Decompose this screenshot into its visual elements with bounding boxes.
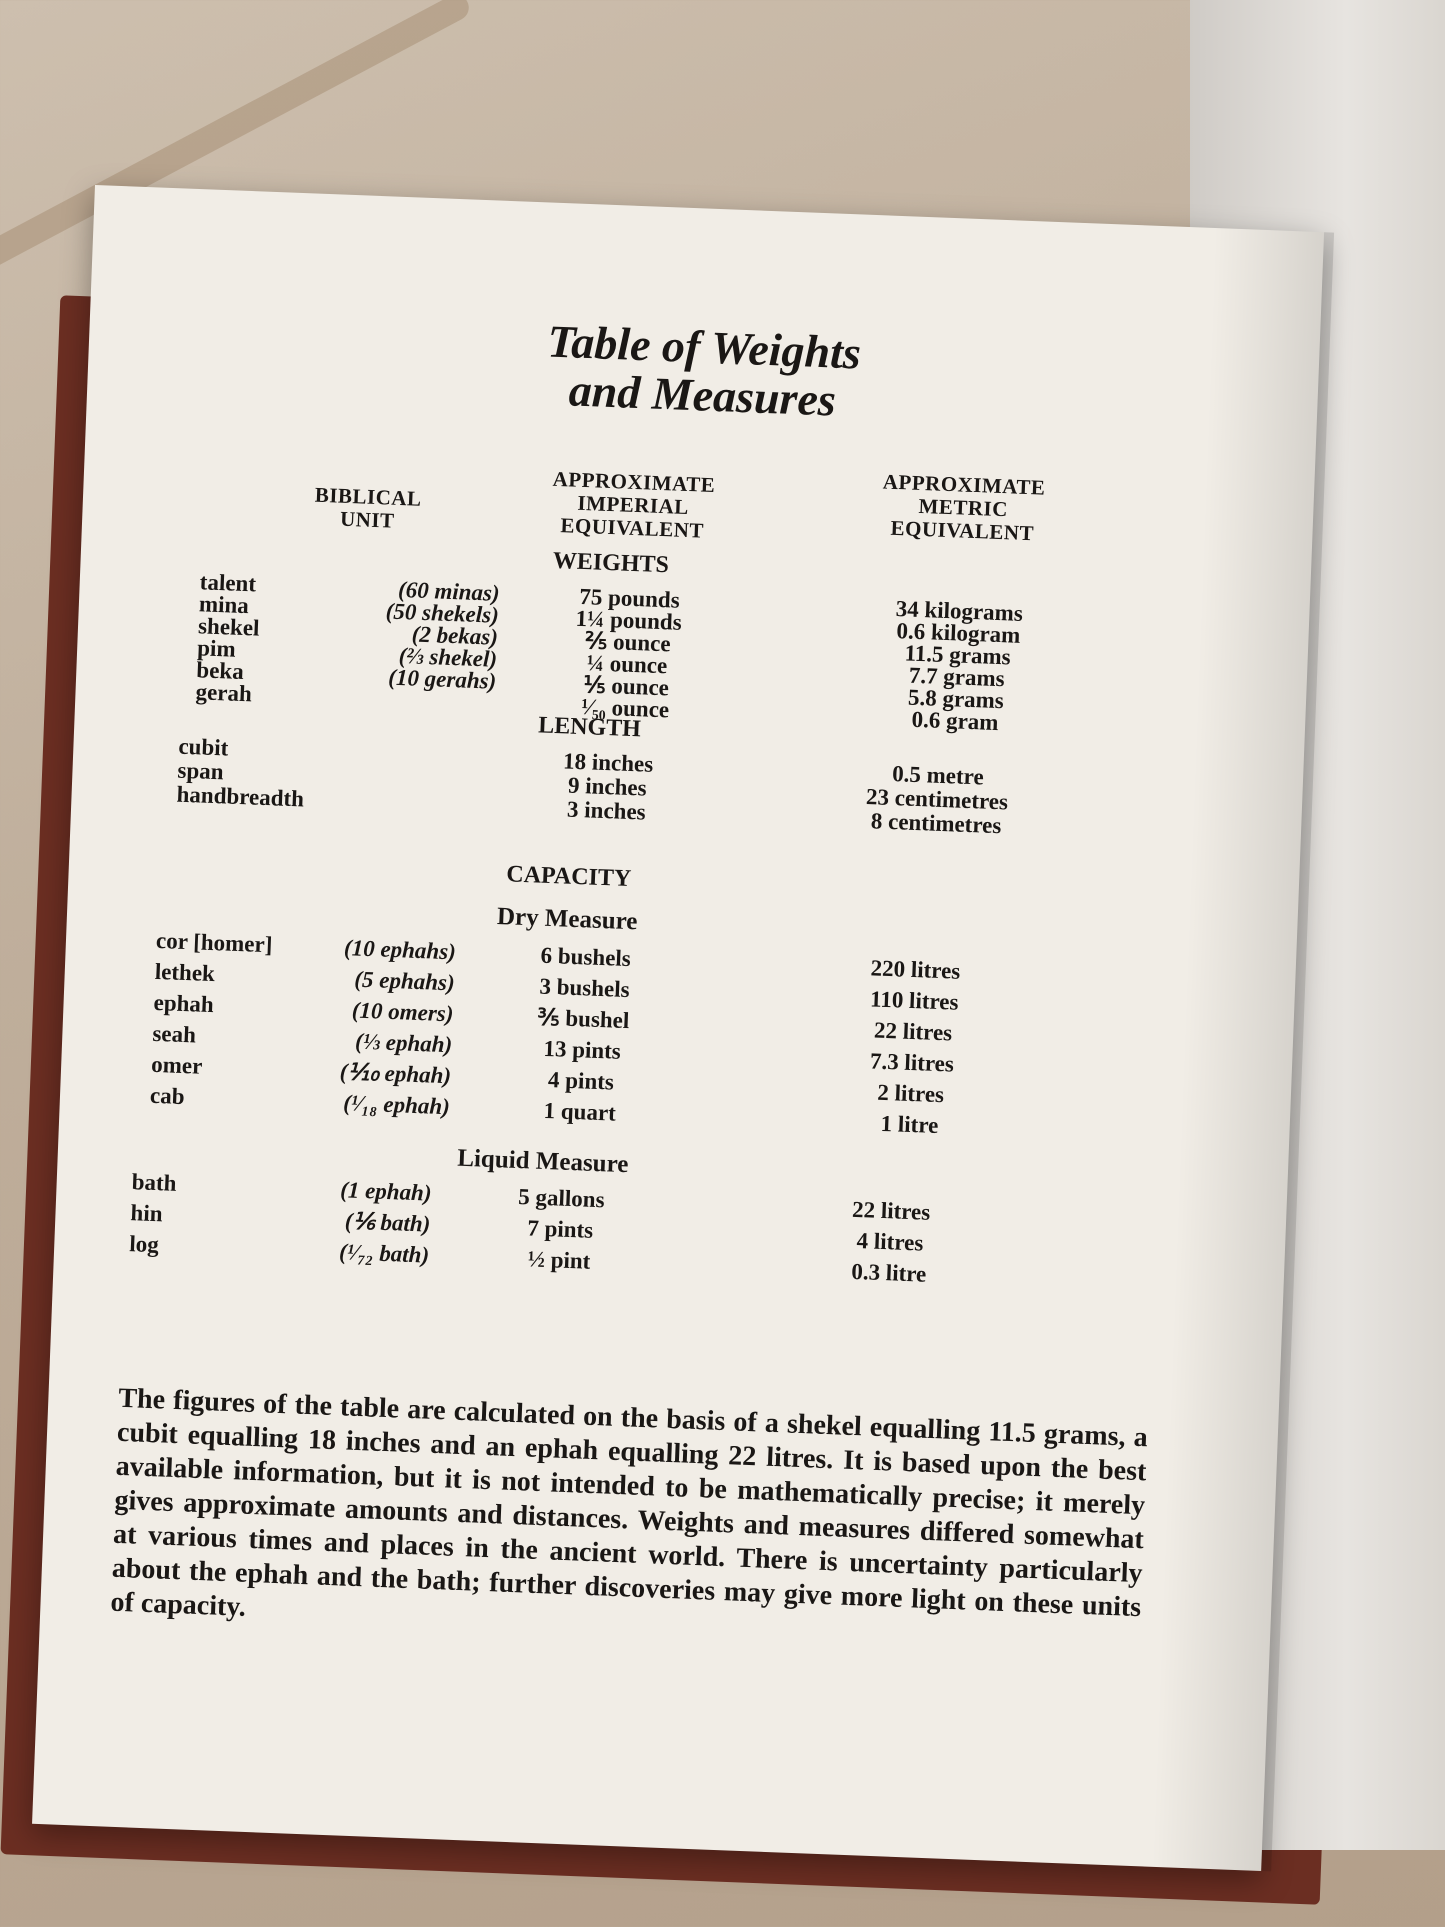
- unit-equivalence: (10 gerahs): [387, 664, 497, 694]
- metric-value: 8 centimetres: [870, 808, 1002, 839]
- unit-name: cubit: [178, 733, 229, 761]
- header-line: APPROXIMATE: [882, 469, 1046, 500]
- unit-name: cab: [149, 1082, 186, 1110]
- unit-equivalence: (⅔ shekel): [398, 643, 498, 672]
- metric-value: 0.6 kilogram: [896, 618, 1021, 648]
- unit-name: beka: [195, 657, 245, 685]
- imperial-value: 18 inches: [562, 748, 654, 777]
- metric-value: 34 kilograms: [895, 596, 1024, 626]
- footnote-text: The figures of the table are calculated on the basis of a shekel equalling 11.5 grams, a cubit equalling 18 inches and an ephah equalling 22 litres. It is based upon the best available information, but it is not intended to be mathematically precise; it merely gives approximate amounts and distances. Weights and measures differed somewhat at various times and places in the ancient world. There is uncertainty particularly about the ephah and the bath; further discoveries may give more light on these units of capacity.: [110, 1382, 1149, 1624]
- imperial-value: 75 pounds: [578, 583, 681, 613]
- unit-name: cor [homer]: [155, 927, 273, 958]
- header-line: EQUIVALENT: [560, 513, 705, 543]
- unit-name: ephah: [153, 989, 215, 1018]
- unit-name: seah: [151, 1020, 197, 1048]
- unit-name: talent: [199, 569, 257, 597]
- imperial-value: ⅗ bushel: [536, 1004, 630, 1034]
- imperial-value: ⅖ ounce: [584, 628, 672, 657]
- metric-value: 4 litres: [856, 1228, 924, 1256]
- unit-equivalence: (5 ephahs): [353, 966, 456, 996]
- unit-equivalence: (10 ephahs): [343, 935, 457, 965]
- header-biblical-unit: [282, 482, 454, 534]
- unit-equivalence: (10 omers): [351, 997, 454, 1027]
- title-line-1: Table of Weights: [546, 315, 862, 379]
- metric-value: 22 litres: [851, 1196, 931, 1225]
- unit-equivalence: (1 ephah): [339, 1177, 433, 1206]
- imperial-value: ¼ ounce: [586, 650, 668, 679]
- metric-value: 11.5 grams: [904, 640, 1012, 670]
- unit-name: shekel: [197, 613, 260, 641]
- metric-value: 110 litres: [869, 986, 959, 1015]
- unit-name: handbreadth: [176, 781, 305, 812]
- metric-value: 220 litres: [870, 955, 961, 984]
- metric-value: 7.7 grams: [908, 662, 1006, 692]
- unit-name: bath: [131, 1169, 177, 1196]
- unit-equivalence: (¹⁄₁₈ ephah): [342, 1090, 451, 1120]
- header-line: METRIC: [918, 493, 1009, 522]
- metric-value: 1 litre: [880, 1110, 939, 1139]
- imperial-value: 4 pints: [547, 1067, 615, 1095]
- header-line: IMPERIAL: [577, 490, 690, 520]
- imperial-value: 5 gallons: [517, 1184, 606, 1213]
- unit-name: lethek: [154, 958, 216, 987]
- header-line: EQUIVALENT: [890, 515, 1035, 546]
- imperial-value: 1 quart: [543, 1097, 617, 1126]
- unit-equivalence: (⅓ ephah): [354, 1028, 453, 1058]
- header-imperial: [522, 467, 744, 544]
- unit-equivalence: (50 shekels): [385, 598, 500, 628]
- header-line: BIBLICAL: [314, 482, 423, 511]
- subsection-liquid-measure: Liquid Measure: [456, 1144, 629, 1179]
- metric-value: 23 centimetres: [865, 784, 1009, 815]
- header-line: UNIT: [339, 506, 396, 533]
- section-length: LENGTH: [537, 712, 642, 743]
- unit-name: span: [177, 757, 225, 785]
- unit-equivalence: (⅒ ephah): [339, 1059, 452, 1089]
- unit-equivalence: [329, 739, 479, 745]
- imperial-value: 1¼ pounds: [575, 605, 683, 635]
- page-title: [87, 300, 1320, 443]
- metric-value: 2 litres: [876, 1079, 945, 1108]
- unit-name: pim: [196, 635, 237, 662]
- metric-value: 7.3 litres: [869, 1048, 955, 1077]
- unit-equivalence: (2 bekas): [411, 621, 499, 650]
- unit-equivalence: (¹⁄₇₂ bath): [338, 1239, 430, 1268]
- title-line-2: and Measures: [567, 364, 837, 426]
- unit-name: omer: [150, 1051, 203, 1079]
- metric-value: 0.6 gram: [911, 706, 999, 736]
- subsection-dry-measure: Dry Measure: [496, 902, 638, 936]
- metric-value: 5.8 grams: [907, 684, 1005, 714]
- unit-name: hin: [130, 1200, 164, 1227]
- imperial-value: 3 inches: [566, 796, 647, 825]
- imperial-value: 9 inches: [567, 772, 648, 801]
- imperial-value: 13 pints: [543, 1035, 622, 1064]
- imperial-value: 3 bushels: [539, 973, 631, 1003]
- unit-name: log: [128, 1231, 160, 1258]
- metric-value: 0.3 litre: [850, 1258, 927, 1287]
- imperial-value: 6 bushels: [540, 942, 632, 972]
- metric-value: 22 litres: [873, 1017, 953, 1046]
- imperial-value: ⅕ ounce: [582, 672, 670, 701]
- imperial-value: ¹⁄₅₀ ounce: [580, 694, 670, 723]
- unit-equivalence: (60 minas): [397, 576, 501, 606]
- unit-name: gerah: [195, 679, 253, 707]
- unit-equivalence: (⅙ bath): [344, 1208, 431, 1237]
- header-line: APPROXIMATE: [552, 466, 716, 498]
- book-page: [32, 185, 1324, 1871]
- section-capacity: CAPACITY: [505, 861, 632, 893]
- imperial-value: ½ pint: [527, 1246, 591, 1274]
- section-weights: WEIGHTS: [552, 547, 670, 579]
- unit-name: mina: [198, 591, 250, 619]
- metric-value: 0.5 metre: [891, 761, 985, 790]
- header-metric: [852, 469, 1074, 546]
- imperial-value: 7 pints: [526, 1215, 594, 1243]
